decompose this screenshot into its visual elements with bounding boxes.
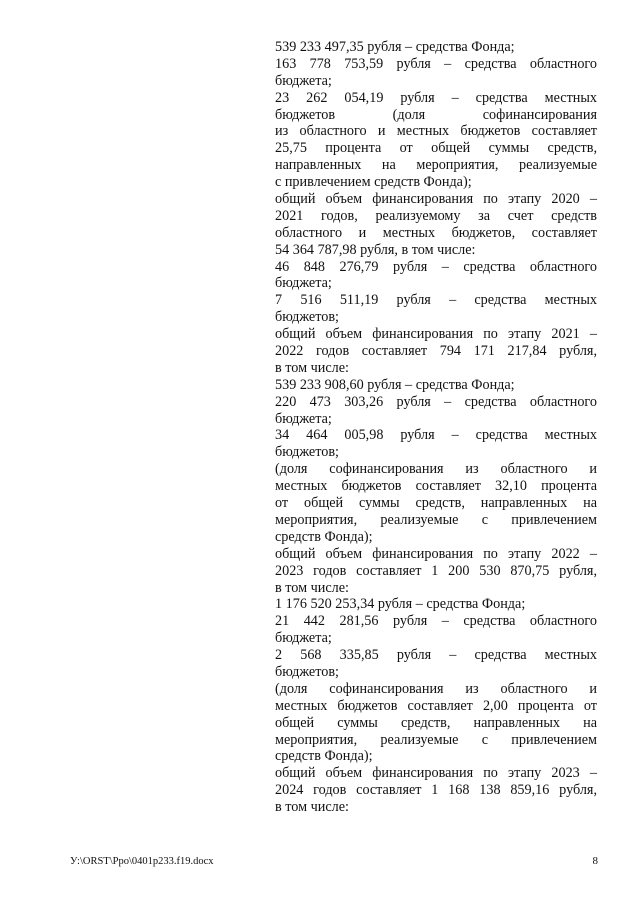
- text-line: 2021 годов, реализуемому за счет средств: [275, 207, 597, 224]
- text-line: местных бюджетов составляет 32,10 процента: [275, 478, 597, 495]
- text-line: общий объем финансирования по этапу 2022 –: [275, 545, 597, 562]
- page-number: 8: [592, 855, 598, 867]
- text-line: бюджетов;: [275, 444, 339, 461]
- text-line: (доля софинансирования из областного и: [275, 680, 597, 697]
- text-line: 2023 годов составляет 1 200 530 870,75 рубля,: [275, 562, 597, 579]
- text-line: общий объем финансирования по этапу 2021 –: [275, 326, 597, 343]
- text-line: (доля софинансирования из областного и: [275, 461, 597, 478]
- text-line: 220 473 303,26 рубля – средства областного: [275, 393, 597, 410]
- text-line: средств Фонда);: [275, 528, 373, 545]
- text-line: с привлечением средств Фонда);: [275, 174, 472, 191]
- text-line: бюджета;: [275, 275, 332, 292]
- text-line: мероприятия, реализуемые с привлечением: [275, 511, 597, 528]
- text-line: 21 442 281,56 рубля – средства областного: [275, 613, 597, 630]
- text-line: бюджетов;: [275, 663, 339, 680]
- text-line: 25,75 процента от общей суммы средств,: [275, 140, 597, 157]
- text-line: мероприятия, реализуемые с привлечением: [275, 731, 597, 748]
- text-line: 34 464 005,98 рубля – средства местных: [275, 427, 597, 444]
- text-line: 2 568 335,85 рубля – средства местных: [275, 647, 597, 664]
- text-line: бюджетов (доля софинансирования: [275, 106, 597, 123]
- text-line: 23 262 054,19 рубля – средства местных: [275, 89, 597, 106]
- text-line: направленных на мероприятия, реализуемые: [275, 157, 597, 174]
- text-line: 46 848 276,79 рубля – средства областного: [275, 258, 597, 275]
- text-line: бюджета;: [275, 630, 332, 647]
- text-line: 2024 годов составляет 1 168 138 859,16 рубля,: [275, 782, 597, 799]
- text-line: общий объем финансирования по этапу 2023 –: [275, 765, 597, 782]
- text-line: 539 233 908,60 рубля – средства Фонда;: [275, 376, 515, 393]
- text-line: местных бюджетов составляет 2,00 процента от: [275, 697, 597, 714]
- text-line: 54 364 787,98 рубля, в том числе:: [275, 241, 476, 258]
- text-line: в том числе:: [275, 359, 349, 376]
- text-line: в том числе:: [275, 799, 349, 816]
- text-line: 539 233 497,35 рубля – средства Фонда;: [275, 39, 515, 55]
- text-line: от общей суммы средств, направленных на: [275, 495, 597, 512]
- footer-file-path: У:\ORST\Ppo\0401p233.f19.docx: [70, 856, 214, 867]
- text-line: областного и местных бюджетов, составляет: [275, 224, 597, 241]
- text-line: средств Фонда);: [275, 748, 373, 765]
- text-line: общий объем финансирования по этапу 2020 –: [275, 191, 597, 208]
- text-line: в том числе:: [275, 579, 349, 596]
- text-line: бюджета;: [275, 410, 332, 427]
- text-line: 1 176 520 253,34 рубля – средства Фонда;: [275, 596, 526, 613]
- text-line: общей суммы средств, направленных на: [275, 714, 597, 731]
- document-body: [275, 39, 597, 816]
- text-line: из областного и местных бюджетов составляет: [275, 123, 597, 140]
- text-line: бюджетов;: [275, 309, 339, 326]
- text-line: бюджета;: [275, 72, 332, 89]
- text-line: 7 516 511,19 рубля – средства местных: [275, 292, 597, 309]
- text-line: 163 778 753,59 рубля – средства областного: [275, 55, 597, 72]
- text-line: 2022 годов составляет 794 171 217,84 рубля,: [275, 343, 597, 360]
